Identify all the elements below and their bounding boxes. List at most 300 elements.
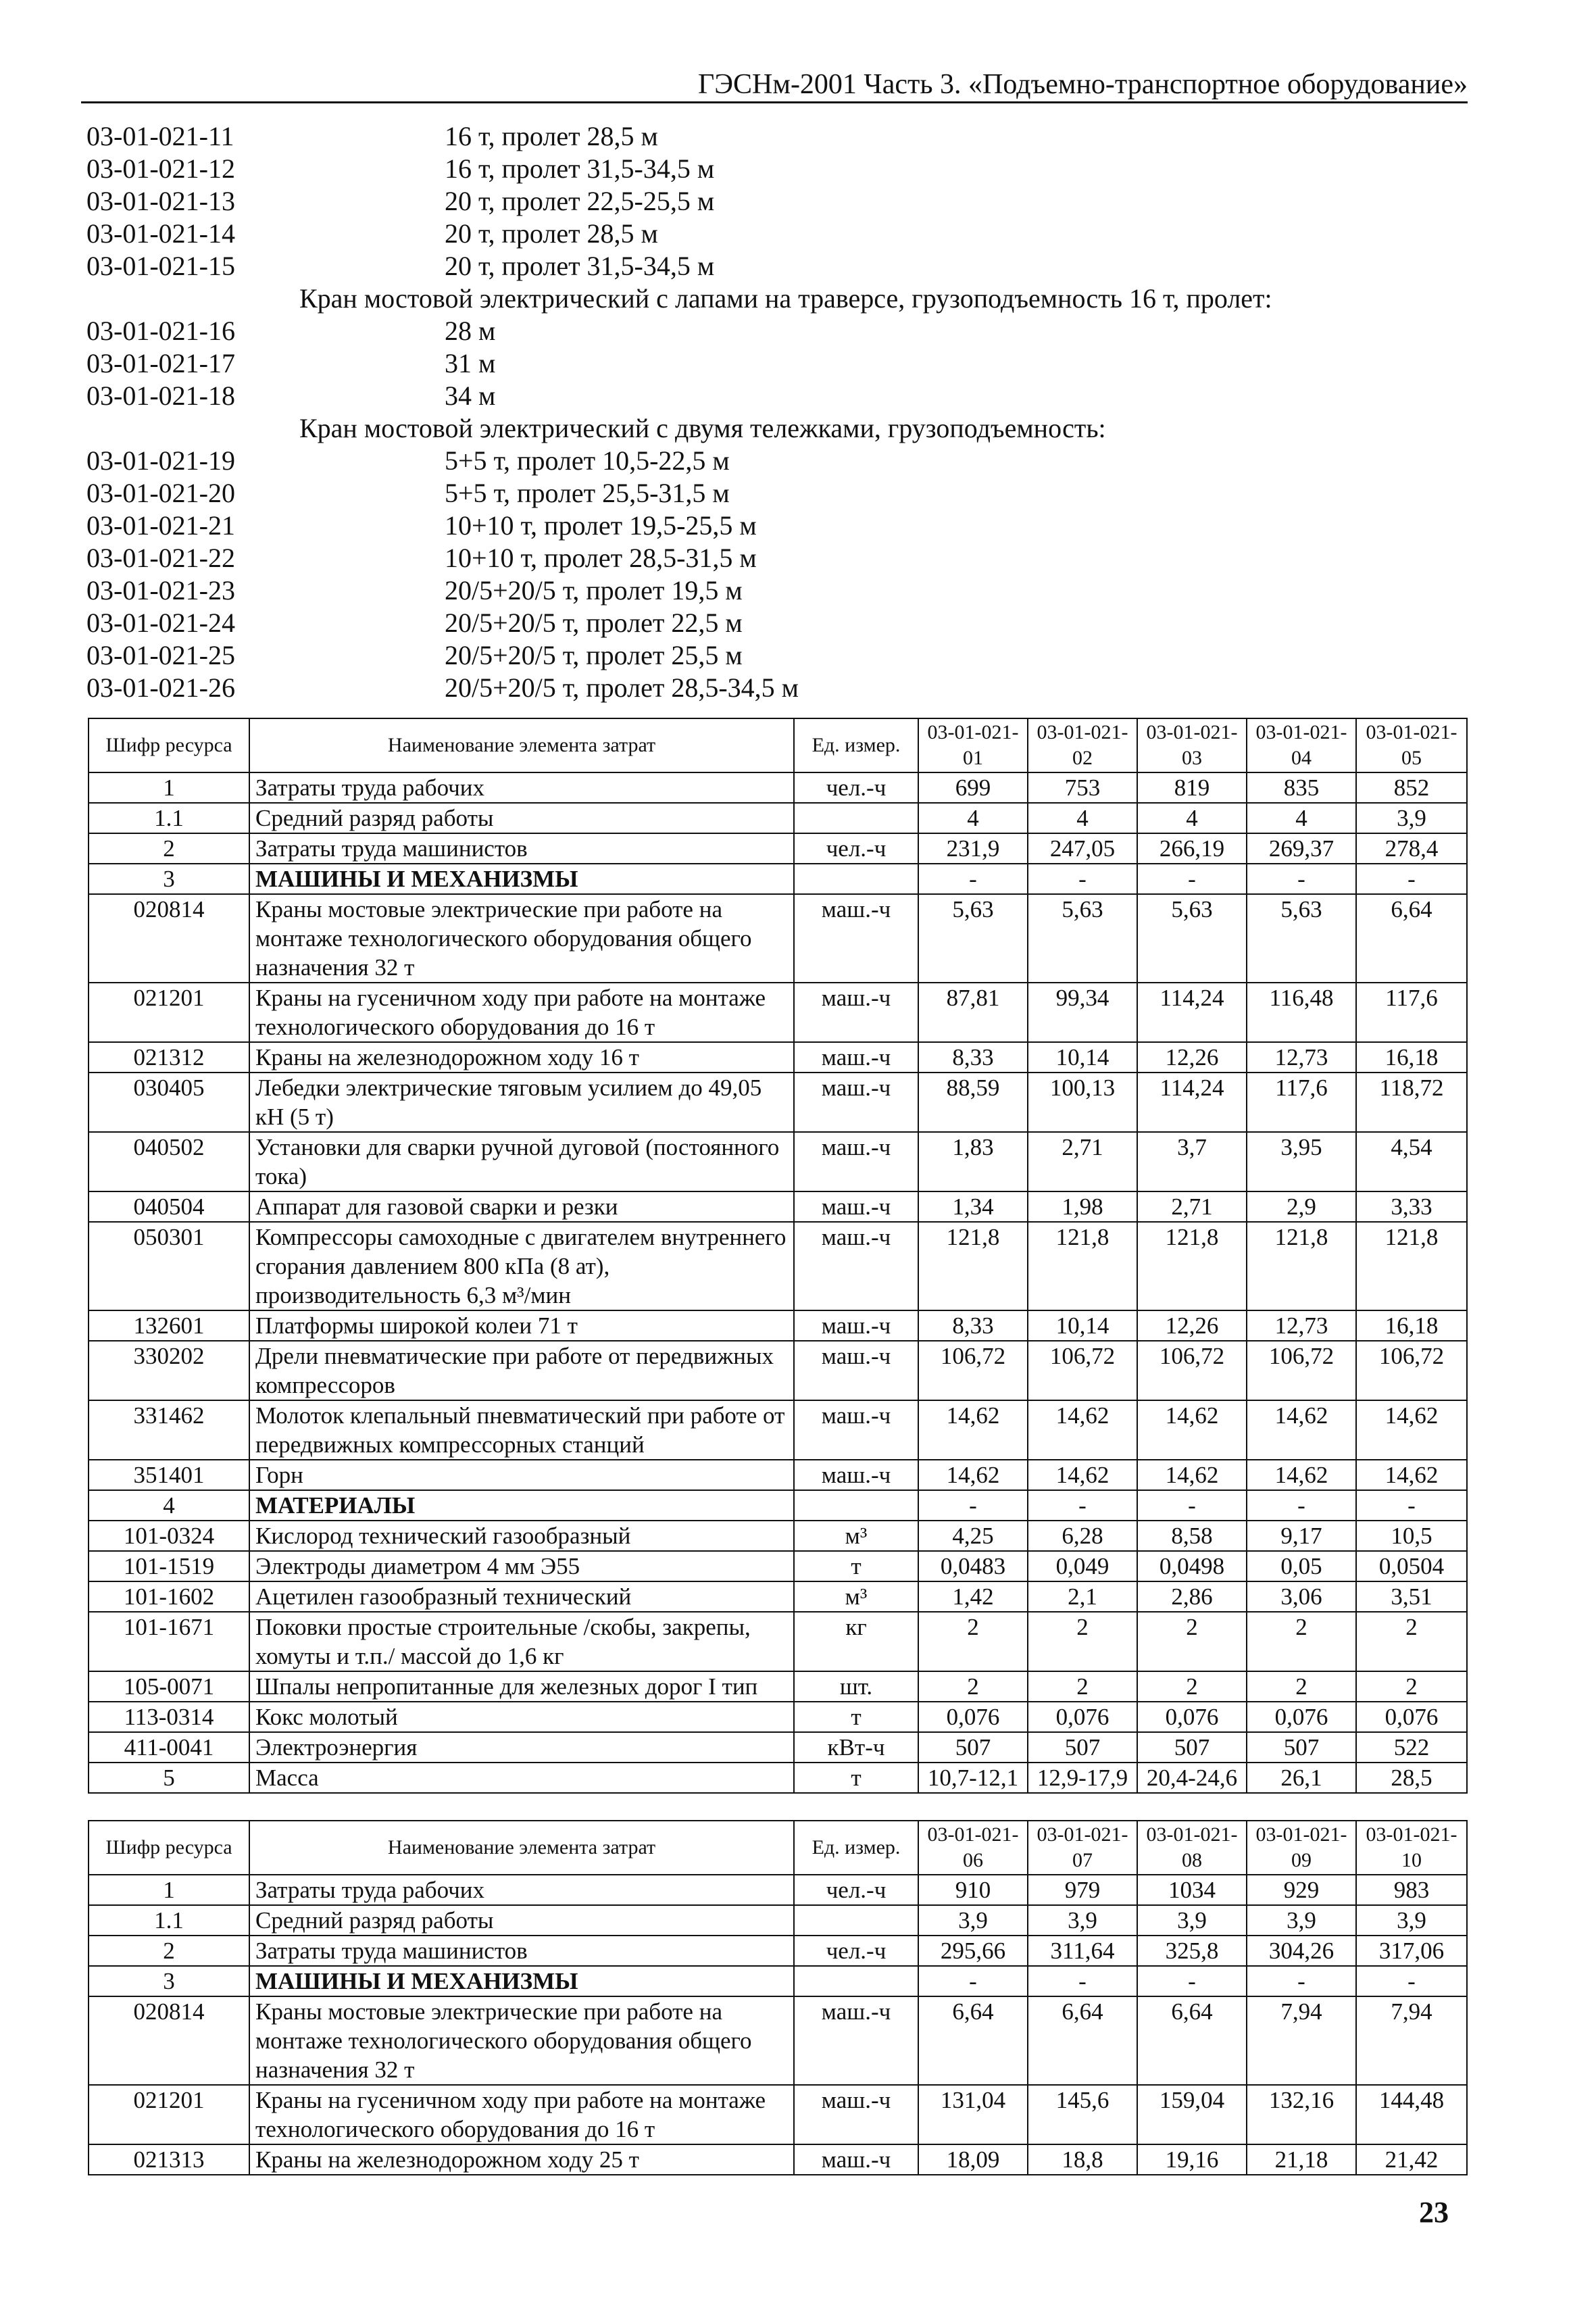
index-row <box>86 120 1438 153</box>
header-norm-code: 03-01-021-02 <box>1028 718 1137 772</box>
cell-code: 411-0041 <box>89 1732 249 1763</box>
cell-code: 3 <box>89 1966 249 1996</box>
cell-unit: маш.-ч <box>794 1191 918 1222</box>
cell-value: 311,64 <box>1028 1936 1137 1966</box>
cell-value: 106,72 <box>918 1341 1028 1400</box>
table-row <box>89 1702 1467 1732</box>
index-row <box>86 510 1438 542</box>
table-row <box>89 1966 1467 1996</box>
index-code: 03-01-021-13 <box>86 186 235 216</box>
cell-value: 3,95 <box>1247 1132 1356 1191</box>
cell-unit: м³ <box>794 1521 918 1551</box>
index-code: 03-01-021-20 <box>86 478 235 508</box>
cell-value: 983 <box>1356 1875 1467 1905</box>
cell-unit: маш.-ч <box>794 1400 918 1460</box>
cell-value: 14,62 <box>1356 1460 1467 1490</box>
cell-value: 507 <box>1247 1732 1356 1763</box>
cell-value: 12,9-17,9 <box>1028 1763 1137 1793</box>
index-code: 03-01-021-14 <box>86 218 235 249</box>
cell-value: - <box>1137 1490 1247 1521</box>
cell-value: 8,58 <box>1137 1521 1247 1551</box>
cell-value: 4,54 <box>1356 1132 1467 1191</box>
cell-value: 852 <box>1356 772 1467 803</box>
cell-value: 507 <box>1028 1732 1137 1763</box>
cell-unit: чел.-ч <box>794 833 918 864</box>
cell-value: 3,9 <box>1356 1905 1467 1936</box>
cell-code: 050301 <box>89 1222 249 1310</box>
index-code: 03-01-021-22 <box>86 543 235 573</box>
index-desc: 20/5+20/5 т, пролет 19,5 м <box>445 575 743 606</box>
cell-value: - <box>918 864 1028 894</box>
cell-value: 910 <box>918 1875 1028 1905</box>
cell-value: 304,26 <box>1247 1936 1356 1966</box>
cell-code: 2 <box>89 833 249 864</box>
cell-value: 3,9 <box>1247 1905 1356 1936</box>
cell-name: Электроды диаметром 4 мм Э55 <box>249 1551 794 1581</box>
cell-name: Краны на железнодорожном ходу 16 т <box>249 1042 794 1073</box>
index-desc: 20/5+20/5 т, пролет 22,5 м <box>445 608 743 638</box>
table-row <box>89 803 1467 833</box>
index-list <box>86 120 1438 704</box>
header-norm-code: 03-01-021-04 <box>1247 718 1356 772</box>
header-norm-code: 03-01-021-03 <box>1137 718 1247 772</box>
cell-value: 121,8 <box>1356 1222 1467 1310</box>
cell-value: 18,8 <box>1028 2144 1137 2175</box>
cell-value: 2,71 <box>1028 1132 1137 1191</box>
cell-value: - <box>1247 1966 1356 1996</box>
cell-name: Кокс молотый <box>249 1702 794 1732</box>
cell-code: 101-1519 <box>89 1551 249 1581</box>
cell-value: 8,33 <box>918 1310 1028 1341</box>
cell-value: 18,09 <box>918 2144 1028 2175</box>
cell-value: 5,63 <box>1028 894 1137 983</box>
cell-value: 2,1 <box>1028 1581 1137 1612</box>
cell-value: 3,9 <box>1356 803 1467 833</box>
cell-unit: кВт-ч <box>794 1732 918 1763</box>
cell-value: 2 <box>1028 1671 1137 1702</box>
cell-name: Платформы широкой колеи 71 т <box>249 1310 794 1341</box>
cell-value: 106,72 <box>1356 1341 1467 1400</box>
table-row <box>89 1763 1467 1793</box>
cell-value: 19,16 <box>1137 2144 1247 2175</box>
table-row <box>89 772 1467 803</box>
cell-value: 14,62 <box>1028 1460 1137 1490</box>
cell-name: Ацетилен газообразный технический <box>249 1581 794 1612</box>
cell-value: 2 <box>1028 1612 1137 1671</box>
cell-value: 2 <box>918 1612 1028 1671</box>
index-code: 03-01-021-25 <box>86 640 235 670</box>
cell-unit <box>794 1966 918 1996</box>
cell-value: 131,04 <box>918 2085 1028 2144</box>
cell-value: 106,72 <box>1028 1341 1137 1400</box>
cell-unit: маш.-ч <box>794 1132 918 1191</box>
cell-name: Краны мостовые электрические при работе на монтаже технологического оборудования общего назначения 32 т <box>249 1996 794 2085</box>
cell-unit <box>794 1490 918 1521</box>
cell-unit: м³ <box>794 1581 918 1612</box>
cell-value: 20,4-24,6 <box>1137 1763 1247 1793</box>
cell-code: 331462 <box>89 1400 249 1460</box>
cell-code: 105-0071 <box>89 1671 249 1702</box>
index-row <box>86 282 1438 315</box>
cell-name: Молоток клепальный пневматический при работе от передвижных компрессорных станций <box>249 1400 794 1460</box>
cell-value: 144,48 <box>1356 2085 1467 2144</box>
index-row <box>86 639 1438 672</box>
index-code: 03-01-021-18 <box>86 380 235 411</box>
index-desc: 10+10 т, пролет 19,5-25,5 м <box>445 510 757 541</box>
cell-value: 12,73 <box>1247 1042 1356 1073</box>
table-row <box>89 1996 1467 2085</box>
cell-value: 2 <box>1247 1671 1356 1702</box>
table-row <box>89 1521 1467 1551</box>
cell-name: Установки для сварки ручной дуговой (постоянного тока) <box>249 1132 794 1191</box>
table-row <box>89 1310 1467 1341</box>
index-row <box>86 542 1438 574</box>
table-row <box>89 1581 1467 1612</box>
cell-value: 819 <box>1137 772 1247 803</box>
index-desc: 10+10 т, пролет 28,5-31,5 м <box>445 543 757 573</box>
cell-code: 4 <box>89 1490 249 1521</box>
cell-code: 1.1 <box>89 1905 249 1936</box>
cell-value: 295,66 <box>918 1936 1028 1966</box>
header-name: Наименование элемента затрат <box>249 718 794 772</box>
header-code: Шифр ресурса <box>89 1821 249 1875</box>
index-code: 03-01-021-19 <box>86 445 235 476</box>
cell-value: 116,48 <box>1247 983 1356 1042</box>
table-row <box>89 1612 1467 1671</box>
index-desc: 20/5+20/5 т, пролет 28,5-34,5 м <box>445 672 799 703</box>
cell-unit: маш.-ч <box>794 983 918 1042</box>
cell-value: 2,9 <box>1247 1191 1356 1222</box>
index-row <box>86 185 1438 218</box>
cell-unit: маш.-ч <box>794 2144 918 2175</box>
cell-value: 14,62 <box>1247 1460 1356 1490</box>
cell-value: 10,5 <box>1356 1521 1467 1551</box>
cell-value: 159,04 <box>1137 2085 1247 2144</box>
cell-value: 14,62 <box>918 1400 1028 1460</box>
index-row <box>86 380 1438 412</box>
cell-value: - <box>1356 1966 1467 1996</box>
cell-name: Затраты труда рабочих <box>249 772 794 803</box>
cell-code: 040502 <box>89 1132 249 1191</box>
header-norm-code: 03-01-021-10 <box>1356 1821 1467 1875</box>
index-desc: 28 м <box>445 316 496 346</box>
cell-value: 522 <box>1356 1732 1467 1763</box>
cell-name: Лебедки электрические тяговым усилием до 49,05 кН (5 т) <box>249 1073 794 1132</box>
table-row <box>89 1875 1467 1905</box>
cell-name: Дрели пневматические при работе от передвижных компрессоров <box>249 1341 794 1400</box>
index-code: 03-01-021-17 <box>86 348 235 378</box>
cell-value: 14,62 <box>1137 1460 1247 1490</box>
cell-value: 12,73 <box>1247 1310 1356 1341</box>
cell-name: Средний разряд работы <box>249 803 794 833</box>
index-desc: 31 м <box>445 348 496 378</box>
index-code: 03-01-021-11 <box>86 121 234 151</box>
index-code: 03-01-021-23 <box>86 575 235 606</box>
index-group-title: Кран мостовой электрический с двумя тележками, грузоподъемность: <box>299 413 1106 443</box>
cell-value: 0,076 <box>918 1702 1028 1732</box>
header-norm-code: 03-01-021-05 <box>1356 718 1467 772</box>
cell-code: 021313 <box>89 2144 249 2175</box>
cell-name: Горн <box>249 1460 794 1490</box>
cell-value: 6,64 <box>918 1996 1028 2085</box>
cell-unit: т <box>794 1551 918 1581</box>
header-norm-code: 03-01-021-01 <box>918 718 1028 772</box>
cell-value: 979 <box>1028 1875 1137 1905</box>
index-desc: 20 т, пролет 28,5 м <box>445 218 658 249</box>
cell-value: - <box>918 1490 1028 1521</box>
cell-value: 3,33 <box>1356 1191 1467 1222</box>
cell-name: Электроэнергия <box>249 1732 794 1763</box>
cell-value: 2 <box>918 1671 1028 1702</box>
cell-value: 3,51 <box>1356 1581 1467 1612</box>
cell-name: Аппарат для газовой сварки и резки <box>249 1191 794 1222</box>
cell-value: - <box>1137 1966 1247 1996</box>
cell-value: 7,94 <box>1247 1996 1356 2085</box>
cell-value: 269,37 <box>1247 833 1356 864</box>
cell-name: Кислород технический газообразный <box>249 1521 794 1551</box>
cell-value: 5,63 <box>1137 894 1247 983</box>
cell-value: 99,34 <box>1028 983 1137 1042</box>
index-code: 03-01-021-15 <box>86 251 235 281</box>
cell-value: 121,8 <box>1028 1222 1137 1310</box>
table-row <box>89 1073 1467 1132</box>
header-norm-code: 03-01-021-07 <box>1028 1821 1137 1875</box>
cell-value: 247,05 <box>1028 833 1137 864</box>
cell-name: Средний разряд работы <box>249 1905 794 1936</box>
cell-value: 14,62 <box>1247 1400 1356 1460</box>
header-name: Наименование элемента затрат <box>249 1821 794 1875</box>
cell-code: 330202 <box>89 1341 249 1400</box>
cell-unit <box>794 803 918 833</box>
table-row <box>89 1222 1467 1310</box>
cell-value: 26,1 <box>1247 1763 1356 1793</box>
cell-value: 2 <box>1137 1671 1247 1702</box>
cell-value: 16,18 <box>1356 1042 1467 1073</box>
table-row <box>89 1341 1467 1400</box>
cell-value: 10,14 <box>1028 1310 1137 1341</box>
cell-value: 88,59 <box>918 1073 1028 1132</box>
cell-code: 1.1 <box>89 803 249 833</box>
cell-unit: маш.-ч <box>794 1460 918 1490</box>
cell-value: 4 <box>1247 803 1356 833</box>
cell-value: 3,9 <box>1137 1905 1247 1936</box>
cell-value: 100,13 <box>1028 1073 1137 1132</box>
cell-code: 101-0324 <box>89 1521 249 1551</box>
cell-value: 753 <box>1028 772 1137 803</box>
cell-name: Шпалы непропитанные для железных дорог I тип <box>249 1671 794 1702</box>
cell-unit: чел.-ч <box>794 1875 918 1905</box>
index-desc: 20 т, пролет 22,5-25,5 м <box>445 186 715 216</box>
cell-code: 351401 <box>89 1460 249 1490</box>
cell-value: - <box>1028 1966 1137 1996</box>
index-code: 03-01-021-16 <box>86 316 235 346</box>
cell-value: 6,64 <box>1356 894 1467 983</box>
cell-value: 0,049 <box>1028 1551 1137 1581</box>
table-row <box>89 1551 1467 1581</box>
cell-value: 2 <box>1247 1612 1356 1671</box>
index-desc: 16 т, пролет 28,5 м <box>445 121 658 151</box>
cell-value: - <box>1028 1490 1137 1521</box>
cell-value: 1,34 <box>918 1191 1028 1222</box>
table-row <box>89 1905 1467 1936</box>
cell-code: 040504 <box>89 1191 249 1222</box>
index-row <box>86 315 1438 347</box>
cell-unit: маш.-ч <box>794 1073 918 1132</box>
cell-name: Краны на железнодорожном ходу 25 т <box>249 2144 794 2175</box>
table-row <box>89 894 1467 983</box>
cell-name: МАШИНЫ И МЕХАНИЗМЫ <box>249 864 794 894</box>
cell-code: 101-1671 <box>89 1612 249 1671</box>
cell-value: 0,076 <box>1356 1702 1467 1732</box>
page-number: 23 <box>1419 2196 1449 2229</box>
index-row <box>86 607 1438 639</box>
cell-value: 0,05 <box>1247 1551 1356 1581</box>
cell-code: 020814 <box>89 1996 249 2085</box>
resource-table-1 <box>88 718 1468 1794</box>
index-row <box>86 574 1438 607</box>
cell-value: 2 <box>1356 1612 1467 1671</box>
index-row <box>86 445 1438 477</box>
cell-unit <box>794 1905 918 1936</box>
cell-value: 117,6 <box>1247 1073 1356 1132</box>
cell-value: 14,62 <box>1356 1400 1467 1460</box>
cell-value: 5,63 <box>1247 894 1356 983</box>
table-row <box>89 864 1467 894</box>
index-row <box>86 672 1438 704</box>
cell-value: 9,17 <box>1247 1521 1356 1551</box>
cell-value: - <box>918 1966 1028 1996</box>
table-row <box>89 1191 1467 1222</box>
table-row <box>89 1042 1467 1073</box>
cell-value: 317,06 <box>1356 1936 1467 1966</box>
cell-value: 325,8 <box>1137 1936 1247 1966</box>
table-row <box>89 1671 1467 1702</box>
cell-value: 231,9 <box>918 833 1028 864</box>
cell-name: Затраты труда рабочих <box>249 1875 794 1905</box>
resource-table-2 <box>88 1820 1468 2175</box>
cell-value: - <box>1028 864 1137 894</box>
cell-value: 507 <box>1137 1732 1247 1763</box>
cell-value: 117,6 <box>1356 983 1467 1042</box>
cell-code: 020814 <box>89 894 249 983</box>
cell-value: 8,33 <box>918 1042 1028 1073</box>
cell-value: 2,71 <box>1137 1191 1247 1222</box>
cell-value: 4 <box>1028 803 1137 833</box>
cell-value: 121,8 <box>918 1222 1028 1310</box>
index-desc: 20/5+20/5 т, пролет 25,5 м <box>445 640 743 670</box>
cell-unit <box>794 864 918 894</box>
cell-value: 7,94 <box>1356 1996 1467 2085</box>
cell-unit: т <box>794 1702 918 1732</box>
cell-name: Краны на гусеничном ходу при работе на монтаже технологического оборудования до 16 т <box>249 2085 794 2144</box>
cell-value: 835 <box>1247 772 1356 803</box>
cell-value: 0,0498 <box>1137 1551 1247 1581</box>
index-row <box>86 153 1438 185</box>
cell-value: 3,9 <box>1028 1905 1137 1936</box>
index-row <box>86 218 1438 250</box>
cell-value: 16,18 <box>1356 1310 1467 1341</box>
index-row <box>86 347 1438 380</box>
cell-code: 3 <box>89 864 249 894</box>
cell-value: 114,24 <box>1137 1073 1247 1132</box>
table-row <box>89 1132 1467 1191</box>
cell-value: 10,7-12,1 <box>918 1763 1028 1793</box>
cell-code: 1 <box>89 1875 249 1905</box>
cell-value: 266,19 <box>1137 833 1247 864</box>
table-row <box>89 833 1467 864</box>
cell-code: 2 <box>89 1936 249 1966</box>
index-desc: 20 т, пролет 31,5-34,5 м <box>445 251 715 281</box>
cell-code: 021312 <box>89 1042 249 1073</box>
cell-value: 0,076 <box>1247 1702 1356 1732</box>
cell-value: 278,4 <box>1356 833 1467 864</box>
cell-value: 4 <box>1137 803 1247 833</box>
cell-value: 3,7 <box>1137 1132 1247 1191</box>
header-unit: Ед. измер. <box>794 718 918 772</box>
cell-value: 118,72 <box>1356 1073 1467 1132</box>
cell-value: - <box>1247 1490 1356 1521</box>
table-header-row <box>89 1821 1467 1875</box>
table-row <box>89 1936 1467 1966</box>
cell-value: 507 <box>918 1732 1028 1763</box>
cell-value: 21,18 <box>1247 2144 1356 2175</box>
cell-unit: маш.-ч <box>794 894 918 983</box>
cell-name: Затраты труда машинистов <box>249 833 794 864</box>
index-desc: 5+5 т, пролет 25,5-31,5 м <box>445 478 730 508</box>
cell-code: 030405 <box>89 1073 249 1132</box>
cell-value: 14,62 <box>1028 1400 1137 1460</box>
cell-value: 114,24 <box>1137 983 1247 1042</box>
table-row <box>89 1460 1467 1490</box>
table-row <box>89 1490 1467 1521</box>
index-code: 03-01-021-21 <box>86 510 235 541</box>
cell-value: 2,86 <box>1137 1581 1247 1612</box>
cell-value: 0,076 <box>1137 1702 1247 1732</box>
table-header-row <box>89 718 1467 772</box>
cell-value: - <box>1356 1490 1467 1521</box>
index-code: 03-01-021-12 <box>86 153 235 184</box>
cell-unit: маш.-ч <box>794 1341 918 1400</box>
cell-value: 3,06 <box>1247 1581 1356 1612</box>
index-desc: 16 т, пролет 31,5-34,5 м <box>445 153 715 184</box>
cell-value: 6,28 <box>1028 1521 1137 1551</box>
index-group-title: Кран мостовой электрический с лапами на траверсе, грузоподъемность 16 т, пролет: <box>299 283 1272 314</box>
cell-value: 14,62 <box>1137 1400 1247 1460</box>
index-desc: 34 м <box>445 380 496 411</box>
cell-value: 0,076 <box>1028 1702 1137 1732</box>
cell-value: 87,81 <box>918 983 1028 1042</box>
cell-value: 12,26 <box>1137 1042 1247 1073</box>
cell-value: 28,5 <box>1356 1763 1467 1793</box>
cell-value: 106,72 <box>1137 1341 1247 1400</box>
cell-name: Затраты труда машинистов <box>249 1936 794 1966</box>
header-norm-code: 03-01-021-08 <box>1137 1821 1247 1875</box>
cell-unit: маш.-ч <box>794 2085 918 2144</box>
cell-value: 14,62 <box>918 1460 1028 1490</box>
cell-code: 101-1602 <box>89 1581 249 1612</box>
cell-value: 929 <box>1247 1875 1356 1905</box>
index-code: 03-01-021-24 <box>86 608 235 638</box>
cell-value: 12,26 <box>1137 1310 1247 1341</box>
cell-value: 145,6 <box>1028 2085 1137 2144</box>
cell-name: Краны мостовые электрические при работе на монтаже технологического оборудования общего назначения 32 т <box>249 894 794 983</box>
cell-value: 4 <box>918 803 1028 833</box>
cell-value: 0,0504 <box>1356 1551 1467 1581</box>
cell-unit: чел.-ч <box>794 772 918 803</box>
cell-value: 5,63 <box>918 894 1028 983</box>
header-norm-code: 03-01-021-06 <box>918 1821 1028 1875</box>
cell-value: 121,8 <box>1137 1222 1247 1310</box>
